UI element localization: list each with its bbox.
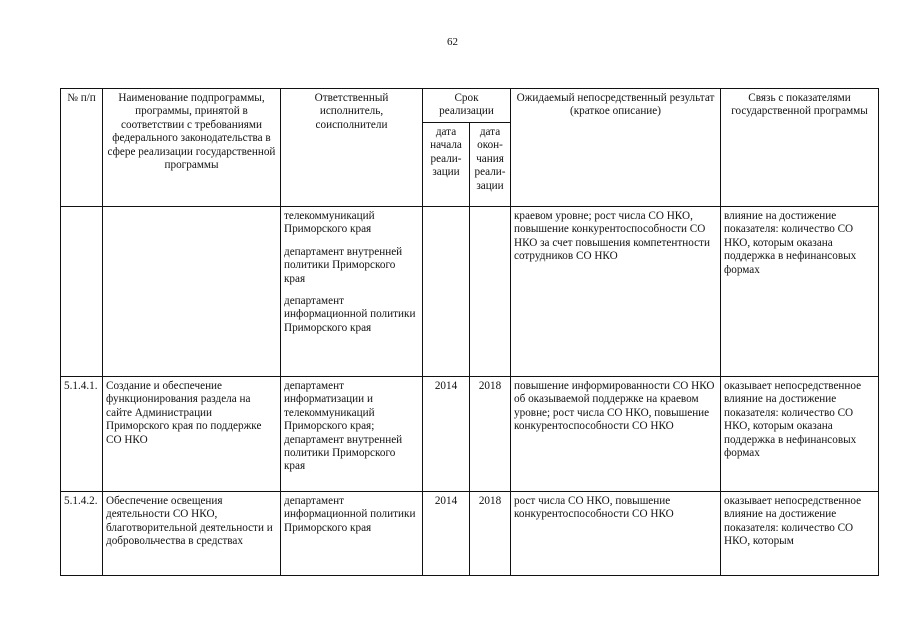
row2-num: 5.1.4.1. [61, 377, 103, 492]
row2-result: повышение информированности СО НКО об оказываемой поддержке на краевом уровне; рост числа СО НКО, повышение конкурентоспособности СО НКО [511, 377, 721, 492]
row3-name: Обеспечение освещения деятельности СО НКО, благотворительной деятельности и добровольчества в средствах [103, 492, 281, 576]
table-row [61, 492, 879, 576]
header-end: дата окон-чания реали-зации [470, 123, 511, 207]
row3-num: 5.1.4.2. [61, 492, 103, 576]
row1-link: влияние на достижение показателя: количество СО НКО, которым оказана поддержка в нефинансовых формах [721, 207, 879, 377]
row3-start: 2014 [423, 492, 470, 576]
program-table [60, 88, 879, 576]
header-row [61, 89, 879, 123]
row1-result: краевом уровне; рост числа СО НКО, повышение конкурентоспособности СО НКО за счет повышения компетентности сотрудников СО НКО [511, 207, 721, 377]
row2-executor: департамент информатизации и телекоммуникаций Приморского края; департамент внутренней политики Приморского края [281, 377, 423, 492]
row2-name: Создание и обеспечение функционирования раздела на сайте Администрации Приморского края по поддержке СО НКО [103, 377, 281, 492]
row1-end [470, 207, 511, 377]
page-number: 62 [447, 36, 458, 48]
header-term: Срок реализации [423, 89, 511, 123]
header-name: Наименование подпрограммы, программы, принятой в соответствии с требованиями федерального законодательства в сфере реализации государственной программы [103, 89, 281, 207]
row1-executor [281, 207, 423, 377]
table-row [61, 377, 879, 492]
header-start: дата начала реали-зации [423, 123, 470, 207]
row1-name [103, 207, 281, 377]
row3-link: оказывает непосредственное влияние на достижение показателя: количество СО НКО, которым [721, 492, 879, 576]
row1-executor-3: департамент информационной политики Приморского края [284, 295, 416, 334]
row2-start: 2014 [423, 377, 470, 492]
row3-executor: департамент информационной политики Приморского края [281, 492, 423, 576]
row1-start [423, 207, 470, 377]
row1-executor-1: телекоммуникаций Приморского края [284, 210, 375, 236]
row3-result: рост числа СО НКО, повышение конкурентоспособности СО НКО [511, 492, 721, 576]
row3-end: 2018 [470, 492, 511, 576]
header-result: Ожидаемый непосредственный результат (краткое описание) [511, 89, 721, 207]
row2-link: оказывает непосредственное влияние на достижение показателя: количество СО НКО, которым оказана поддержка в нефинансовых формах [721, 377, 879, 492]
row1-num [61, 207, 103, 377]
table-row [61, 207, 879, 377]
row1-executor-2: департамент внутренней политики Приморского края [284, 245, 403, 285]
row2-end: 2018 [470, 377, 511, 492]
header-num: № п/п [61, 89, 103, 207]
header-link: Связь с показателями государственной программы [721, 89, 879, 207]
header-executor: Ответственный исполнитель, соисполнители [281, 89, 423, 207]
